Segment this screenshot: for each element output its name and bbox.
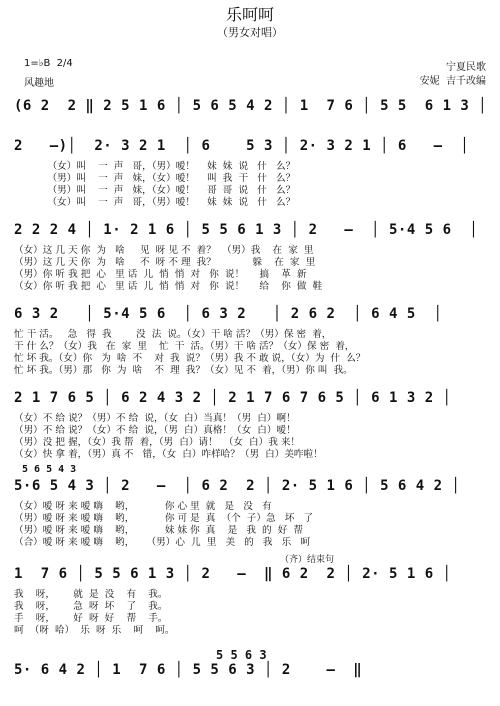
score-row-4: [14, 306, 488, 374]
melody-line: 2 —)│ 2· 3 2 1 │ 6 5 3 │ 2· 3 2 1 │ 6 — │: [14, 138, 470, 154]
melody-line: 1 7 6 │ 5 5 6 1 3 │ 2 — ‖ 6 2 2 │ 2· 5 1 6 │: [14, 566, 452, 582]
lyric-verse-2: （男）不 给 说？（女）不 给 说，（男 白）真格！（女 白）嗳！: [14, 425, 296, 436]
coda-label: （齐）结束句: [280, 555, 335, 565]
chord-upper-notes: 5 5 6 3: [216, 648, 267, 662]
origin-credit: 宁夏民歌: [446, 62, 486, 73]
lyric-verse-4: 呵 （呀 哈） 乐 呀 乐 呵 呵。: [14, 625, 175, 636]
melody-line: (6 2 2 ‖ 2 5 1 6 │ 5 6 5 4 2 │ 1 7 6 │ 5 5 6 1 3 │: [14, 98, 488, 114]
lyric-verse-3: （男）你 听 我 把 心 里 话 儿 悄 悄 对 你 说！ 搞 革 新: [14, 269, 307, 280]
lyric-verse-3: 手 呀， 好 呀 好 帮 手。: [14, 613, 168, 624]
lyric-verse-4: （合）嗳 呀 来 嗳 嗨 哟， （男）心 儿 里 美 的 我 乐 呵: [14, 537, 311, 548]
score-row-6: [14, 464, 488, 548]
score-row-3: [14, 222, 488, 290]
lyric-verse-1: （女）嗳 呀 来 嗳 嗨 哟， 你 心 里 就 是 没 有: [14, 501, 272, 512]
lyric-verse-2: （男）这 几 天 你 为 啥 不 呀 不 理 我？ 躲 在 家 里: [14, 257, 316, 268]
lyric-verse-4: 忙 坏 我。（男）那 你 为 啥 不 理 我？（女）见 不 着，（男）你 叫 我。: [14, 365, 353, 376]
key-signature: 1=♭B 2/4: [24, 58, 73, 69]
lyric-verse-3: （男）叫 一 声 妹，（女）嗳！ 哥 哥 说 什 么？: [14, 185, 296, 196]
score-row-8: [14, 648, 488, 688]
lyric-verse-1: （女）这 几 天 你 为 啥 见 呀 见 不 着？ （男）我 在 家 里: [14, 245, 314, 256]
lyric-verse-1: 我 呀， 就 是 没 有 我。: [14, 589, 168, 600]
chord-upper-notes: 5 6 5 4 3: [22, 464, 77, 475]
score-row-1: [14, 98, 488, 126]
score-row-7: [14, 555, 488, 636]
score-row-5: [14, 390, 488, 458]
lyric-verse-4: （女）快 拿 着，（男）真 不 错，（女 白）咋样哈？（男 白）美咋啦！: [14, 449, 323, 460]
melody-line: 2 1 7 6 5 │ 6 2 4 3 2 │ 2 1 7 6 7 6 5 │ 6 1 3 2 │: [14, 390, 452, 406]
melody-line: 5· 6 4 2 │ 1 7 6 │ 5 5 6 3 │ 2 — ‖: [14, 662, 363, 678]
lyric-verse-3: （男）没 把 握，（女）我 帮 着，（男 白）请！ （女 白）我 来！: [14, 437, 301, 448]
lyric-verse-1: （女）不 给 说？（男）不 给 说，（女 白）当真！（男 白）啊！: [14, 413, 296, 424]
song-title: 乐呵呵: [225, 5, 274, 24]
lyric-verse-4: （女）叫 一 声 哥，（男）嗳！ 妹 妹 说 什 么？: [14, 197, 296, 208]
lyric-verse-2: （男）叫 一 声 妹，（女）嗳！ 叫 我 干 什 么？: [14, 173, 296, 184]
lyric-verse-2: 干 什 么？（女）我 在 家 里 忙 干 活。（男）干 啥 活？（女）保 密 着，: [14, 341, 355, 352]
lyric-verse-3: （男）嗳 呀 来 嗳 嗨 哟， 妹 妹 你 真 是 我 的 好 帮: [14, 525, 304, 536]
score-row-2: [14, 138, 488, 206]
lyric-verse-2: 我 呀， 急 呀 坏 了 我。: [14, 601, 168, 612]
lyric-verse-3: 忙 坏 我。（女）你 为 啥 不 对 我 说？（男）我 不 敢 说，（女）为 什 么？: [14, 353, 366, 364]
lyric-verse-4: （女）你 听 我 把 心 里 话 儿 悄 悄 对 你 说！ 给 你 做 鞋: [14, 281, 323, 292]
melody-line: 5·6 5 4 3 │ 2 — │ 6 2 2 │ 2· 5 1 6 │ 5 6 4 2 │: [14, 478, 461, 494]
arranger-credit: 安妮 吉千改编: [419, 76, 486, 87]
lyric-verse-2: （男）嗳 呀 来 嗳 嗨 哟， 你 可 是 真 （个 子）急 坏 了: [14, 513, 314, 524]
tempo-marking: 风趣地: [24, 78, 54, 89]
lyric-verse-1: 忙 干 活。 急 得 我 没 法 说。（女）干 啥 活？（男）保 密 着，: [14, 329, 332, 340]
melody-line: 2 2 2 4 │ 1· 2 1 6 │ 5 5 6 1 3 │ 2 — │ 5·4 5 6 │: [14, 222, 479, 238]
song-subtitle: （男女对唱）: [217, 26, 283, 39]
melody-line: 6 3 2 │ 5·4 5 6 │ 6 3 2 │ 2 6 2 │ 6 4 5 │: [14, 306, 443, 322]
lyric-verse-1: （女）叫 一 声 哥，（男）嗳！ 妹 妹 说 什 么？: [14, 161, 296, 172]
